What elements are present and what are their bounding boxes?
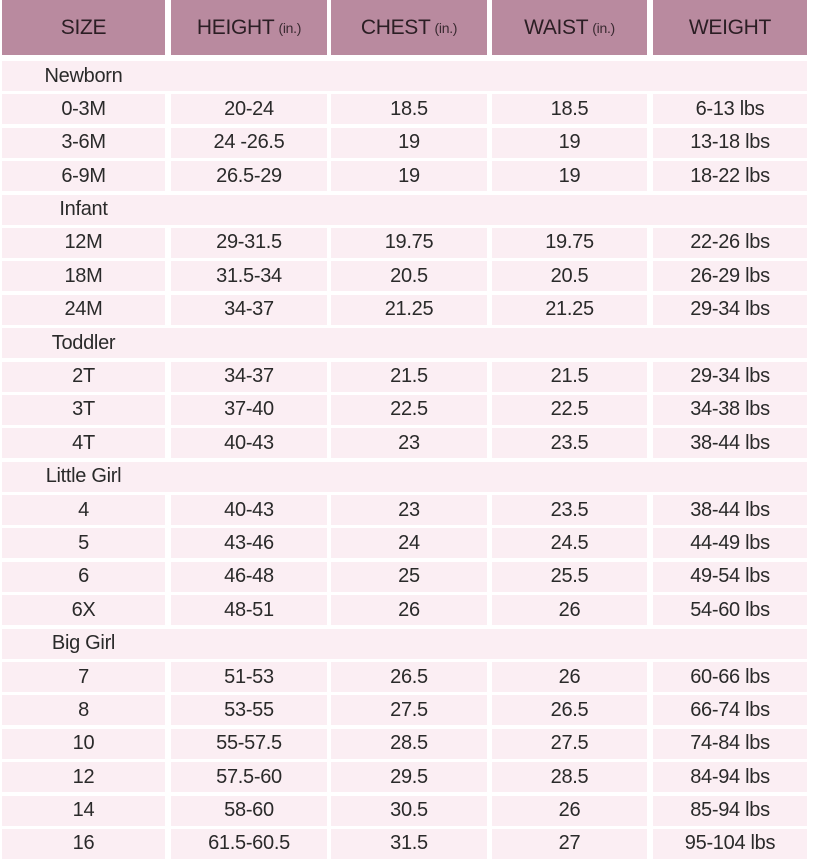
cell-weight: 38-44 lbs [653,428,807,458]
cell-height: 34-37 [171,362,327,392]
cell-size: 5 [2,528,165,558]
table-row [0,294,815,327]
cell-waist: 21.5 [492,362,647,392]
cell-height: 46-48 [171,562,327,592]
cell-chest: 26.5 [331,662,487,692]
cell-weight: 26-29 lbs [653,261,807,291]
cell-chest: 18.5 [331,94,487,124]
table-row [0,694,815,727]
cell-size: 10 [2,729,165,759]
header-chest [331,0,487,55]
header-waist [492,0,647,55]
table-body [0,60,815,861]
cell-chest: 20.5 [331,261,487,291]
cell-waist: 24.5 [492,528,647,558]
table-row [0,361,815,394]
cell-waist: 26 [492,796,647,826]
group-label: Newborn [44,64,123,87]
cell-size: 24M [2,295,165,325]
cell-height: 53-55 [171,695,327,725]
header-size-label: SIZE [60,15,107,39]
cell-height: 51-53 [171,662,327,692]
header-height-unit: (in.) [278,19,302,36]
table-row [0,594,815,627]
header-size [2,0,165,55]
cell-weight: 44-49 lbs [653,528,807,558]
cell-waist: 23.5 [492,428,647,458]
table-row [0,394,815,427]
table-row [0,127,815,160]
cell-chest: 29.5 [331,762,487,792]
table-row [0,527,815,560]
cell-height: 55-57.5 [171,729,327,759]
cell-weight: 95-104 lbs [653,829,807,859]
cell-size: 0-3M [2,94,165,124]
group-row [0,461,815,494]
cell-weight: 13-18 lbs [653,128,807,158]
cell-weight: 49-54 lbs [653,562,807,592]
cell-weight: 34-38 lbs [653,395,807,425]
cell-weight: 60-66 lbs [653,662,807,692]
cell-chest: 28.5 [331,729,487,759]
cell-size: 16 [2,829,165,859]
cell-waist: 23.5 [492,495,647,525]
cell-weight: 74-84 lbs [653,729,807,759]
header-weight [653,0,807,55]
cell-weight: 85-94 lbs [653,796,807,826]
header-waist-unit: (in.) [592,19,615,36]
cell-waist: 26.5 [492,695,647,725]
header-chest-unit: (in.) [434,19,458,36]
cell-weight: 29-34 lbs [653,362,807,392]
group-label: Toddler [51,331,116,354]
cell-weight: 22-26 lbs [653,228,807,258]
group-label: Little Girl [45,465,122,488]
cell-height: 40-43 [171,495,327,525]
header-weight-label: WEIGHT [688,15,772,39]
cell-chest: 31.5 [331,829,487,859]
cell-height: 37-40 [171,395,327,425]
cell-waist: 25.5 [492,562,647,592]
group-row [0,628,815,661]
cell-chest: 21.25 [331,295,487,325]
cell-chest: 22.5 [331,395,487,425]
cell-chest: 19 [331,161,487,191]
cell-height: 61.5-60.5 [171,829,327,859]
group-label: Infant [59,198,108,221]
header-height [171,0,327,55]
cell-chest: 25 [331,562,487,592]
cell-size: 3T [2,395,165,425]
cell-size: 2T [2,362,165,392]
group-row [0,194,815,227]
cell-height: 43-46 [171,528,327,558]
cell-chest: 19.75 [331,228,487,258]
group-row [0,327,815,360]
cell-size: 6-9M [2,161,165,191]
cell-weight: 54-60 lbs [653,595,807,625]
cell-height: 48-51 [171,595,327,625]
cell-waist: 19.75 [492,228,647,258]
table-row [0,260,815,293]
cell-waist: 27 [492,829,647,859]
cell-waist: 18.5 [492,94,647,124]
cell-waist: 20.5 [492,261,647,291]
group-label: Big Girl [51,632,116,655]
table-row [0,761,815,794]
cell-waist: 26 [492,662,647,692]
cell-height: 31.5-34 [171,261,327,291]
cell-size: 8 [2,695,165,725]
table-row [0,728,815,761]
table-row [0,828,815,861]
cell-height: 20-24 [171,94,327,124]
cell-waist: 26 [492,595,647,625]
cell-weight: 84-94 lbs [653,762,807,792]
cell-height: 57.5-60 [171,762,327,792]
header-waist-label: WAIST [524,15,589,39]
cell-chest: 21.5 [331,362,487,392]
cell-height: 24 -26.5 [171,128,327,158]
cell-size: 14 [2,796,165,826]
cell-size: 3-6M [2,128,165,158]
cell-size: 4 [2,495,165,525]
cell-size: 7 [2,662,165,692]
cell-chest: 23 [331,428,487,458]
table-row [0,494,815,527]
table-row [0,661,815,694]
cell-chest: 27.5 [331,695,487,725]
table-row [0,795,815,828]
table-row [0,561,815,594]
cell-chest: 23 [331,495,487,525]
cell-size: 12M [2,228,165,258]
cell-chest: 24 [331,528,487,558]
cell-size: 6X [2,595,165,625]
cell-waist: 21.25 [492,295,647,325]
table-row [0,227,815,260]
cell-waist: 22.5 [492,395,647,425]
cell-height: 58-60 [171,796,327,826]
table-row [0,427,815,460]
cell-weight: 38-44 lbs [653,495,807,525]
cell-chest: 26 [331,595,487,625]
cell-waist: 27.5 [492,729,647,759]
cell-chest: 19 [331,128,487,158]
cell-chest: 30.5 [331,796,487,826]
cell-height: 34-37 [171,295,327,325]
cell-size: 18M [2,261,165,291]
header-height-label: HEIGHT [196,15,275,39]
cell-height: 26.5-29 [171,161,327,191]
cell-weight: 66-74 lbs [653,695,807,725]
cell-size: 4T [2,428,165,458]
group-row [0,60,815,93]
cell-weight: 29-34 lbs [653,295,807,325]
cell-waist: 19 [492,128,647,158]
header-chest-label: CHEST [360,15,431,39]
cell-height: 29-31.5 [171,228,327,258]
cell-weight: 6-13 lbs [653,94,807,124]
cell-size: 12 [2,762,165,792]
cell-size: 6 [2,562,165,592]
cell-weight: 18-22 lbs [653,161,807,191]
table-header [0,0,815,58]
table-row [0,93,815,126]
table-row [0,160,815,193]
cell-waist: 19 [492,161,647,191]
cell-height: 40-43 [171,428,327,458]
cell-waist: 28.5 [492,762,647,792]
